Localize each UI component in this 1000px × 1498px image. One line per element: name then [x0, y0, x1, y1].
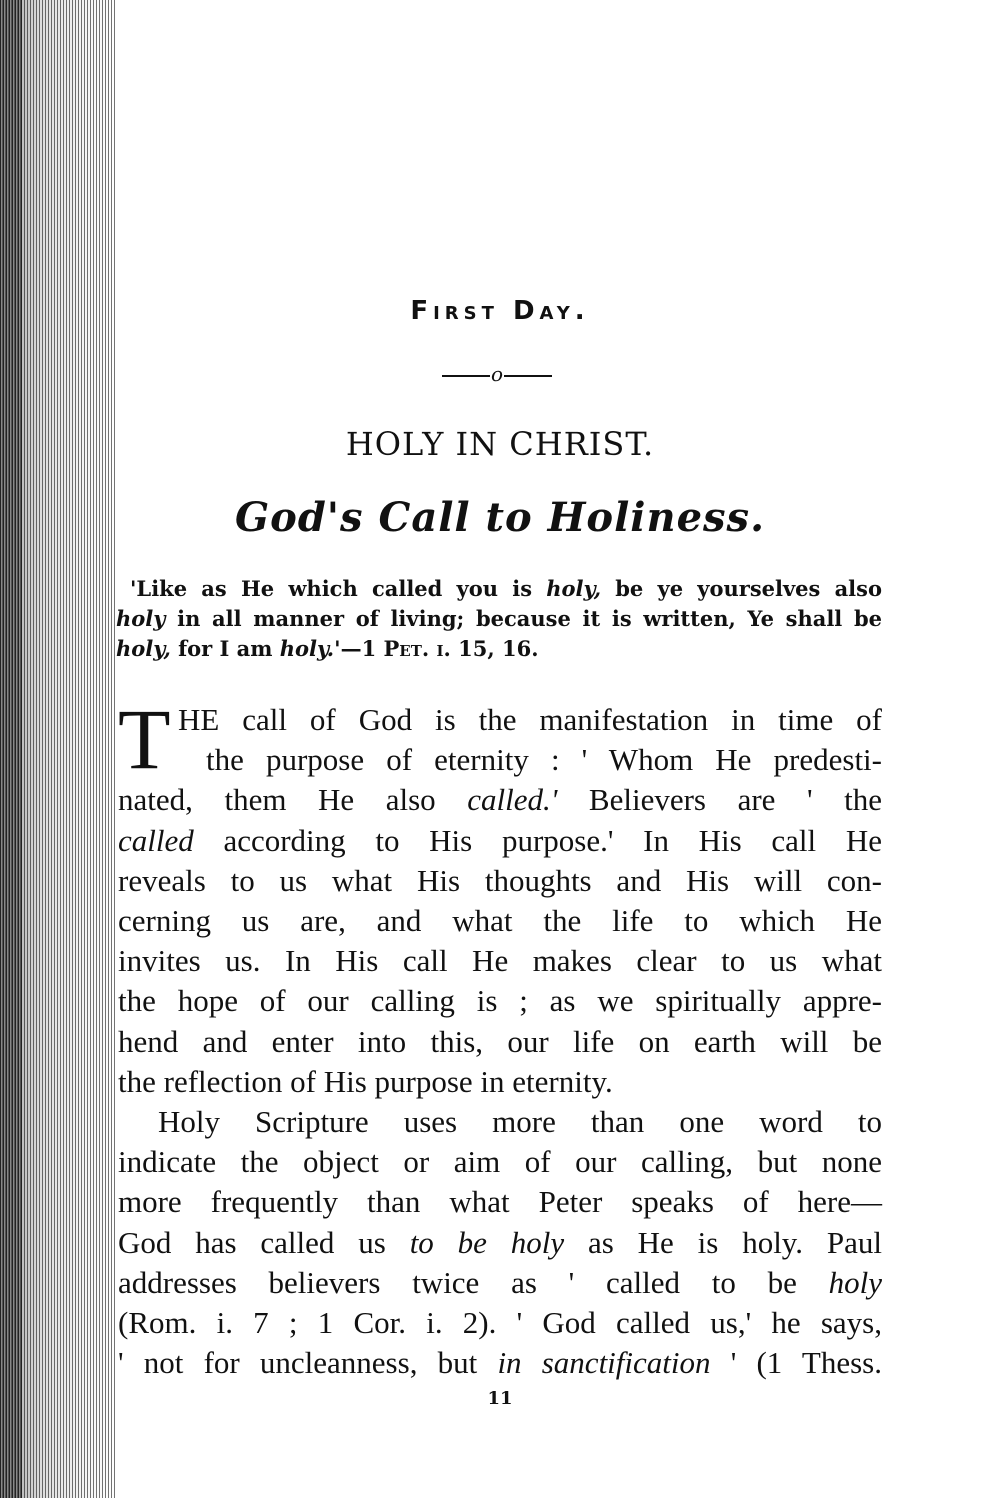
text-line: addresses believers twice as ' called to be holy	[118, 1264, 882, 1300]
ornament-glyph: o	[490, 362, 504, 386]
binding-edge	[0, 0, 22, 1498]
text-line: Holy Scripture uses more than one word to	[158, 1104, 882, 1140]
running-head	[0, 296, 1000, 326]
page-number: 11	[487, 1388, 513, 1409]
text-line: the hope of our calling is ; as we spiritually appre-	[118, 983, 882, 1019]
text-line: (Rom. i. 7 ; 1 Cor. i. 2). ' God called us,' he says,	[118, 1305, 882, 1341]
text-line: reveals to us what His thoughts and His will con-	[118, 862, 882, 898]
epigraph-line: holy, for I am holy.'—1 Pet. i. 15, 16.	[116, 636, 539, 661]
chapter-subtitle: God's Call to Holiness.	[234, 494, 765, 541]
chapter-title: HOLY IN CHRIST.	[345, 425, 655, 463]
drop-cap: T	[118, 691, 171, 787]
text-line: the purpose of eternity : ' Whom He predesti-	[206, 742, 882, 778]
text-line: God has called us to be holy as He is holy. Paul	[118, 1224, 883, 1260]
text-line: cerning us are, and what the life to which He	[118, 903, 882, 939]
epigraph-line: holy in all manner of living; because it is written, Ye shall be	[116, 606, 882, 631]
page-gutter-shadow	[0, 0, 115, 1498]
text-line: called according to His purpose.' In His call He	[118, 822, 882, 858]
running-head-text: First Day.	[410, 296, 590, 326]
text-line: HE call of God is the manifestation in time of	[178, 702, 882, 737]
body-text	[118, 691, 883, 1383]
text-line: nated, them He also called.' Believers are ' the	[118, 782, 882, 818]
epigraph-line: 'Like as He which called you is holy, be ye yourselves also	[130, 576, 882, 601]
text-line: the reflection of His purpose in eternity.	[118, 1063, 613, 1099]
text-line: hend and enter into this, our life on earth will be	[118, 1023, 882, 1059]
ornament-rule-left	[442, 375, 490, 377]
text-line: invites us. In His call He makes clear to us what	[118, 943, 882, 979]
ornament-rule-right	[504, 375, 552, 377]
text-line: indicate the object or aim of our calling, but none	[118, 1144, 882, 1180]
epigraph	[116, 574, 882, 664]
title-ornament	[442, 364, 552, 384]
text-line: ' not for uncleanness, but in sanctification ' (1 Thess.	[118, 1345, 882, 1381]
text-line: more frequently than what Peter speaks of here—	[118, 1184, 882, 1220]
